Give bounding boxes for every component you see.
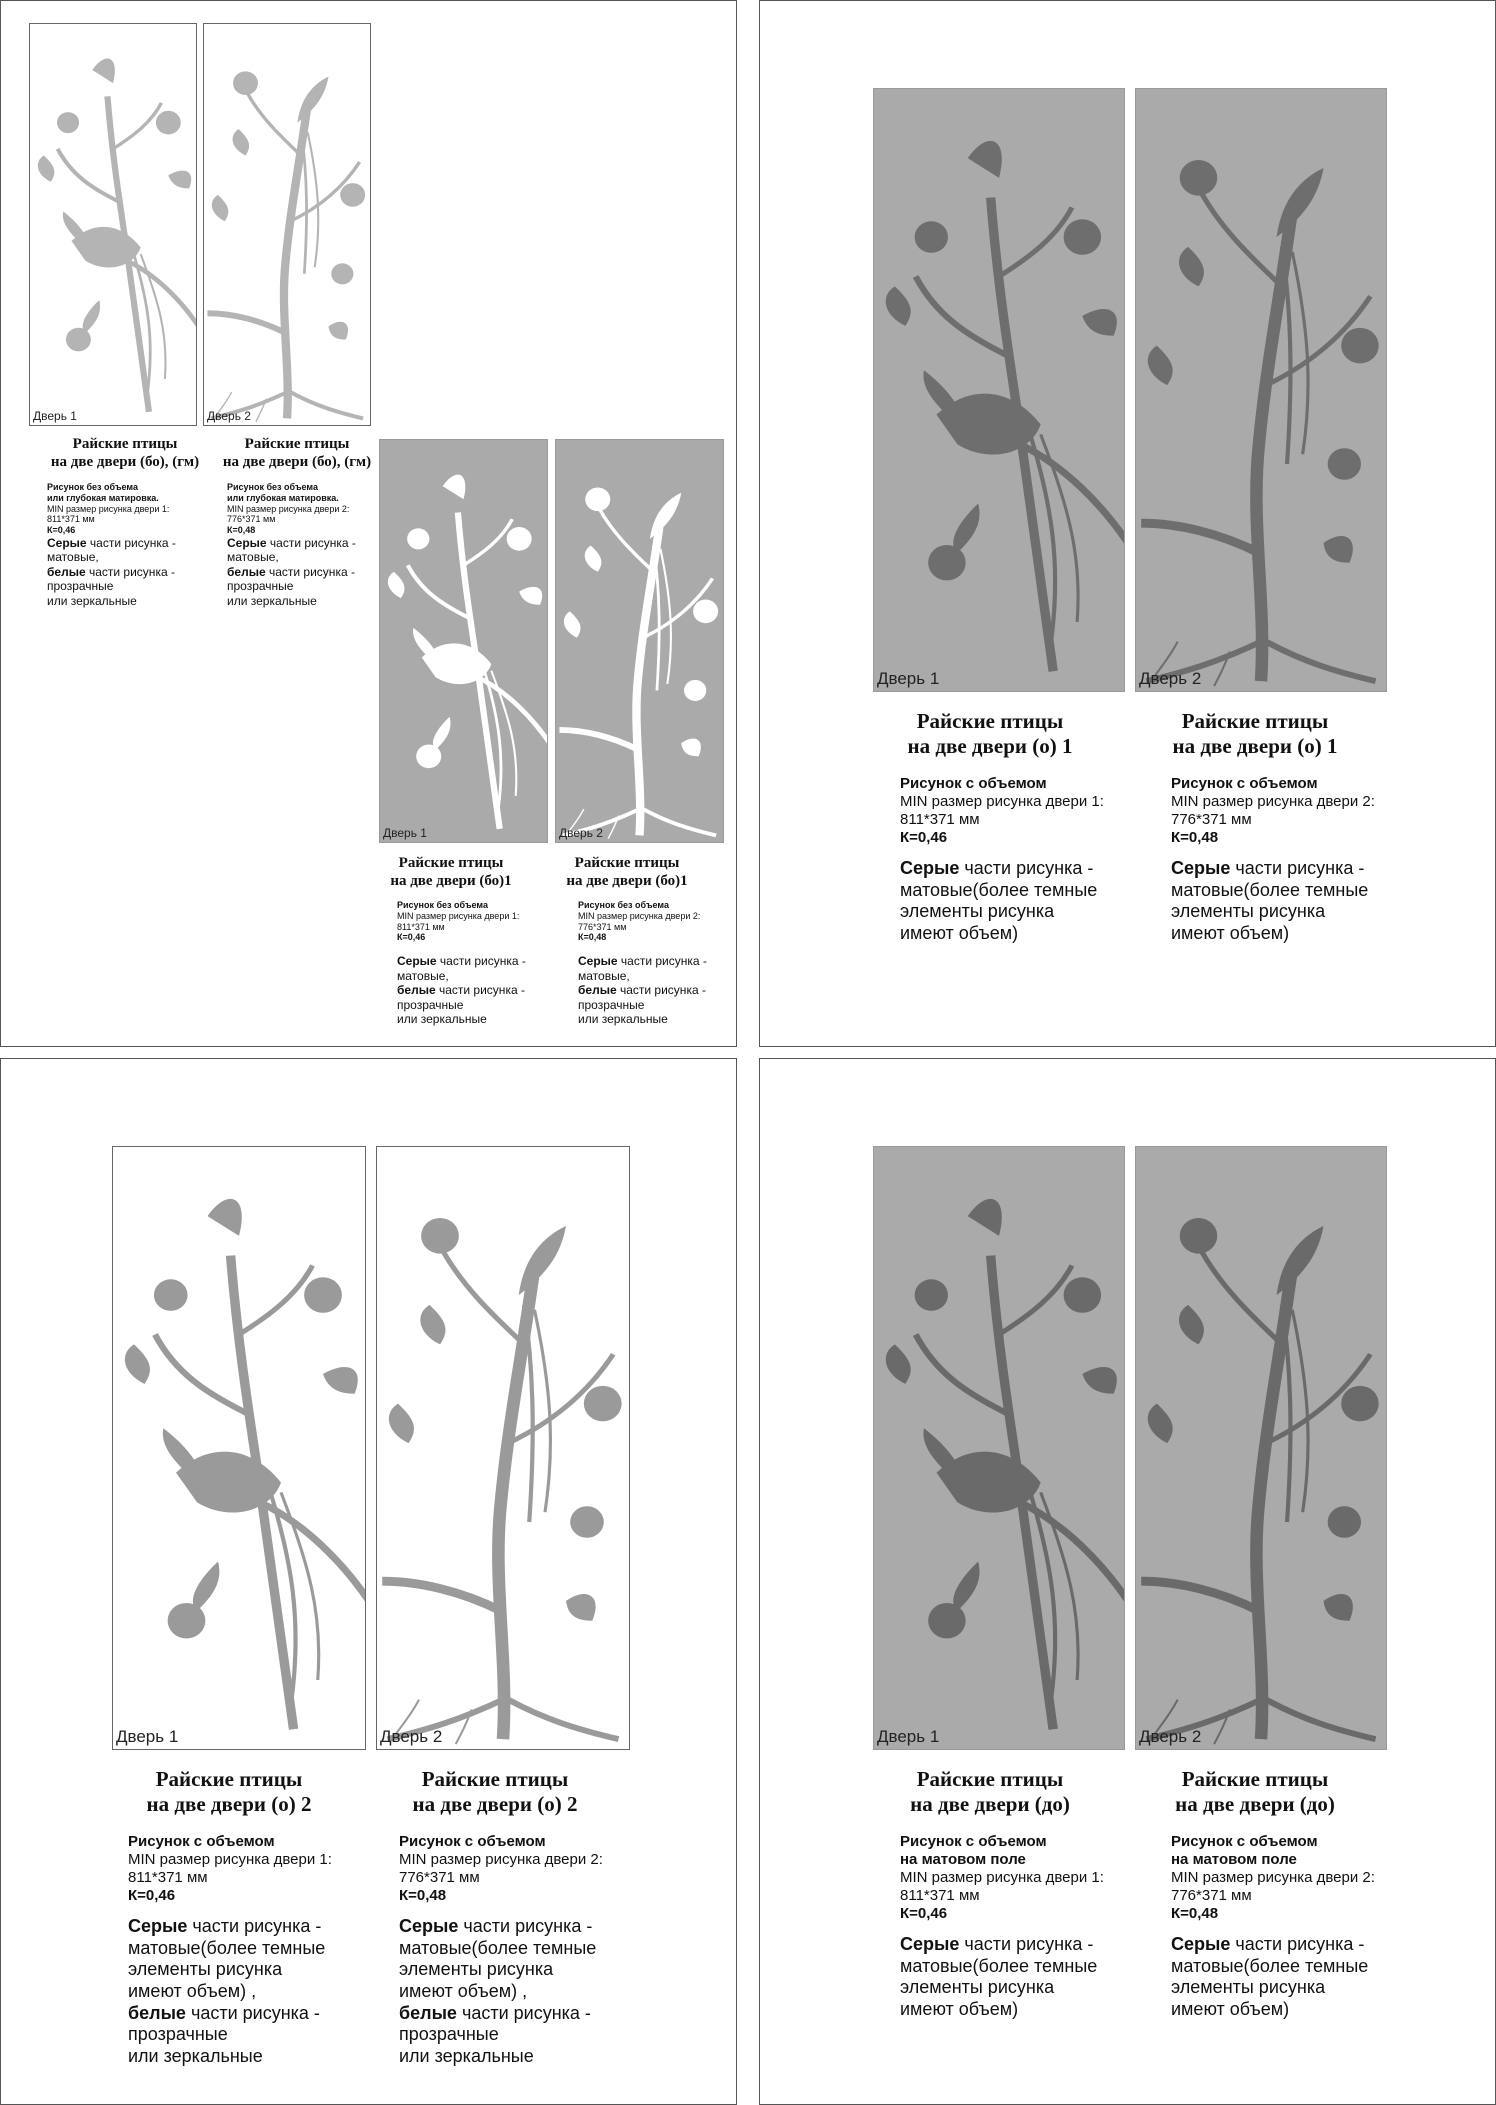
sheet-top-left xyxy=(0,0,737,1047)
design-description: Рисунок с объемом MIN размер рисунка двери 2: 776*371 мм К=0,48 Серые части рисунка - матовые(более темные элементы рисунка имеют объем) , белые части рисунка - прозрачные или зеркальные xyxy=(399,1833,603,2066)
design-title: Райские птицы на две двери (о) 1 xyxy=(907,709,1073,759)
door-label: Дверь 1 xyxy=(877,1727,940,1746)
design-description: Рисунок с объемом MIN размер рисунка двери 2: 776*371 мм К=0,48 Серые части рисунка - матовые(более темные элементы рисунка имеют объем) xyxy=(1171,775,1375,943)
door-panel-2 xyxy=(1135,88,1387,692)
door-panel-2 xyxy=(203,23,371,426)
design-title: Райские птицы на две двери (бо), (гм) xyxy=(50,436,200,470)
tree-bird-artwork-right xyxy=(556,440,723,842)
design-title: Райские птицы на две двери (о) 1 xyxy=(1172,709,1338,759)
door-label: Дверь 1 xyxy=(33,409,77,423)
tree-bird-artwork-left xyxy=(113,1147,365,1749)
design-description: Рисунок с объемом на матовом поле MIN размер рисунка двери 1: 811*371 мм К=0,46 Серые части рисунка - матовые(более темные элементы рисунка имеют объем) xyxy=(900,1833,1104,2019)
sheet-bottom-right xyxy=(759,1058,1496,2105)
sheet-bottom-left xyxy=(0,1058,737,2105)
tree-bird-artwork-left xyxy=(30,24,196,425)
door-panel-1 xyxy=(873,1146,1125,1750)
tree-bird-artwork-right xyxy=(1136,1147,1386,1749)
door-panel-2 xyxy=(376,1146,630,1750)
tree-bird-artwork-right xyxy=(204,24,370,425)
design-title: Райские птицы на две двери (до) xyxy=(910,1767,1070,1817)
door-panel-1 xyxy=(29,23,197,426)
door-label: Дверь 2 xyxy=(1139,1727,1202,1746)
tree-bird-artwork-left xyxy=(380,440,547,842)
tree-bird-artwork-right xyxy=(377,1147,629,1749)
door-panel-2 xyxy=(555,439,724,843)
door-label: Дверь 1 xyxy=(116,1727,179,1746)
door-panel-2 xyxy=(1135,1146,1387,1750)
door-label: Дверь 1 xyxy=(383,826,427,840)
door-label: Дверь 2 xyxy=(207,409,251,423)
design-description: Рисунок без объема или глубокая матировка. MIN размер рисунка двери 2: 776*371 мм К=0,48 Серые части рисунка - матовые, белые части рисунка - прозрачные или зеркальные xyxy=(227,482,356,608)
door-label: Дверь 2 xyxy=(1139,669,1202,688)
door-panel-1 xyxy=(873,88,1125,692)
sheet-top-right xyxy=(759,0,1496,1047)
door-panel-1 xyxy=(112,1146,366,1750)
door-label: Дверь 2 xyxy=(380,1727,443,1746)
design-description: Рисунок без объема MIN размер рисунка двери 1: 811*371 мм К=0,46 Серые части рисунка - матовые, белые части рисунка - прозрачные или зеркальные xyxy=(397,900,526,1026)
design-title: Райские птицы на две двери (о) 2 xyxy=(146,1767,312,1817)
design-description: Рисунок без объема или глубокая матировка. MIN размер рисунка двери 1: 811*371 мм К=0,46 Серые части рисунка - матовые, белые части рисунка - прозрачные или зеркальные xyxy=(47,482,176,608)
design-title: Райские птицы на две двери (о) 2 xyxy=(412,1767,578,1817)
design-description: Рисунок с объемом на матовом поле MIN размер рисунка двери 2: 776*371 мм К=0,48 Серые части рисунка - матовые(более темные элементы рисунка имеют объем) xyxy=(1171,1833,1375,2019)
design-description: Рисунок без объема MIN размер рисунка двери 2: 776*371 мм К=0,48 Серые части рисунка - матовые, белые части рисунка - прозрачные или зеркальные xyxy=(578,900,707,1026)
design-title: Райские птицы на две двери (бо)1 xyxy=(390,855,512,889)
design-description: Рисунок с объемом MIN размер рисунка двери 1: 811*371 мм К=0,46 Серые части рисунка - матовые(более темные элементы рисунка имеют объем) , белые части рисунка - прозрачные или зеркальные xyxy=(128,1833,332,2066)
tree-bird-artwork-left xyxy=(874,89,1124,691)
door-panel-1 xyxy=(379,439,548,843)
tree-bird-artwork-right xyxy=(1136,89,1386,691)
design-title: Райские птицы на две двери (бо), (гм) xyxy=(222,436,372,470)
door-label: Дверь 1 xyxy=(877,669,940,688)
design-title: Райские птицы на две двери (бо)1 xyxy=(566,855,688,889)
design-title: Райские птицы на две двери (до) xyxy=(1175,1767,1335,1817)
tree-bird-artwork-left xyxy=(874,1147,1124,1749)
door-label: Дверь 2 xyxy=(559,826,603,840)
design-description: Рисунок с объемом MIN размер рисунка двери 1: 811*371 мм К=0,46 Серые части рисунка - матовые(более темные элементы рисунка имеют объем) xyxy=(900,775,1104,943)
